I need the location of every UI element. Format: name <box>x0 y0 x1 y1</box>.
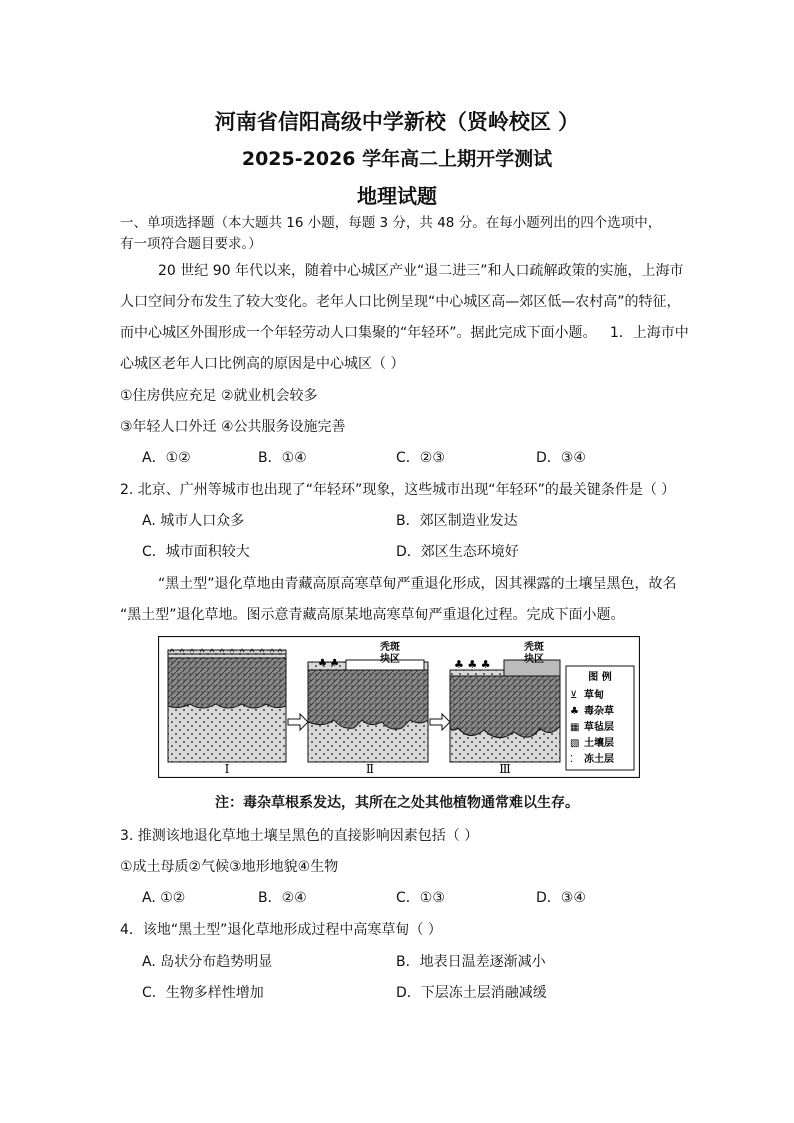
stage-2-panel <box>308 640 428 776</box>
sod-layer-icon: ▦ <box>570 722 580 733</box>
subject-title: 地理试题 <box>357 184 437 208</box>
stage-2-patch-label-top: 秃斑 <box>380 642 400 653</box>
q1-statements-1: ①住房供应充足 ②就业机会较多 <box>120 388 318 404</box>
q3-option-a: A. ①② <box>142 890 186 906</box>
poison-weed-legend-icon: ♣ <box>570 706 579 717</box>
q2-option-b: B．郊区制造业发达 <box>396 513 518 529</box>
question-1-start: 1．上海市中 <box>609 325 689 341</box>
q1-option-c: C．②③ <box>396 450 445 466</box>
section-instructions-1: 一、单项选择题（本大题共 16 小题，每题 3 分，共 48 分。在每小题列出的四个选项中， <box>120 215 662 231</box>
legend-frozen-layer: 冻土层 <box>584 754 614 765</box>
question-4-stem: 4．该地“黑土型”退化草地形成过程中高寒草甸（ ） <box>120 922 442 938</box>
passage1-line3: 而中心城区外围形成一个年轻劳动人口集聚的“年轻环”。据此完成下面小题。 1．上海市中 <box>120 325 689 341</box>
question-1-stem: 心城区老年人口比例高的原因是中心城区（ ） <box>120 356 405 372</box>
passage1-line1: 20 世纪 90 年代以来，随着中心城区产业“退二进三”和人口疏解政策的实施，上海市 <box>158 263 684 279</box>
grassland-degradation-figure <box>158 636 640 778</box>
poison-weed-icon: ♣ ♣ <box>318 658 340 669</box>
stage-2-patch-label-bottom: 块区 <box>380 654 400 665</box>
q3-option-b: B．②④ <box>258 890 307 906</box>
passage2-line1: “黑土型”退化草地由青藏高原高寒草甸严重退化形成，因其裸露的土壤呈黑色，故名 <box>158 576 677 592</box>
q4-option-a: A. 岛状分布趋势明显 <box>142 954 273 970</box>
poison-weed-icon: ♣ ♣ ♣ <box>454 658 491 671</box>
q1-statements-2: ③年轻人口外迁 ④公共服务设施完善 <box>120 419 346 435</box>
figure-note: 注：毒杂草根系发达，其所在之处其他植物通常难以生存。 <box>215 795 579 811</box>
stage-3-patch-label-top: 秃斑 <box>524 642 544 653</box>
stage-1-panel <box>168 649 286 776</box>
legend-sod-layer: 草毡层 <box>584 722 614 733</box>
q2-option-a: A. 城市人口众多 <box>142 513 245 529</box>
q3-statements: ①成土母质②气候③地形地貌④生物 <box>120 859 339 875</box>
section-instructions-2: 有一项符合题目要求。） <box>120 236 262 252</box>
passage1-line2: 人口空间分布发生了较大变化。老年人口比例呈现“中心城区高—郊区低—农村高”的特征， <box>120 294 681 310</box>
question-2-stem: 2. 北京、广州等城市也出现了“年轻环”现象，这些城市出现“年轻环”的最关键条件是（ ） <box>120 482 676 498</box>
stage-3-panel <box>450 640 560 776</box>
q4-option-d: D．下层冻土层消融减缓 <box>396 985 547 1001</box>
stage-3-label: Ⅲ <box>499 762 511 776</box>
q2-option-c: C．城市面积较大 <box>142 544 250 560</box>
q1-option-b: B．①④ <box>258 450 307 466</box>
q1-option-a: A．①② <box>142 450 191 466</box>
legend-poison-weed: 毒杂草 <box>584 706 614 717</box>
question-3-stem: 3. 推测该地退化草地土壤呈黑色的直接影响因素包括（ ） <box>120 828 479 844</box>
passage2-line2: “黑土型”退化草地。图示意青藏高原某地高寒草甸严重退化过程。完成下面小题。 <box>120 607 625 623</box>
q2-option-d: D．郊区生态环境好 <box>396 544 519 560</box>
frozen-layer-icon: ⁚ <box>570 754 574 765</box>
q1-option-d: D．③④ <box>536 450 586 466</box>
q3-option-c: C．①③ <box>396 890 445 906</box>
q4-option-c: C．生物多样性增加 <box>142 985 264 1001</box>
stage-3-patch-label-bottom: 块区 <box>524 654 544 665</box>
stage-1-label: Ⅰ <box>224 762 230 776</box>
school-title: 河南省信阳高级中学新校（贤岭校区 ） <box>214 110 580 134</box>
q4-option-b: B．地表日温差逐渐减小 <box>396 954 546 970</box>
q3-option-d: D．③④ <box>536 890 586 906</box>
legend-soil-layer: 土壤层 <box>584 738 614 749</box>
meadow-icon: ⊻ <box>570 690 578 701</box>
legend-title: 图 例 <box>588 672 612 683</box>
legend-meadow: 草甸 <box>584 690 604 701</box>
soil-layer-icon: ▧ <box>570 738 580 749</box>
stage-2-label: Ⅱ <box>365 762 375 776</box>
legend <box>566 666 634 770</box>
term-title: 2025-2026 学年高二上期开学测试 <box>241 148 553 170</box>
